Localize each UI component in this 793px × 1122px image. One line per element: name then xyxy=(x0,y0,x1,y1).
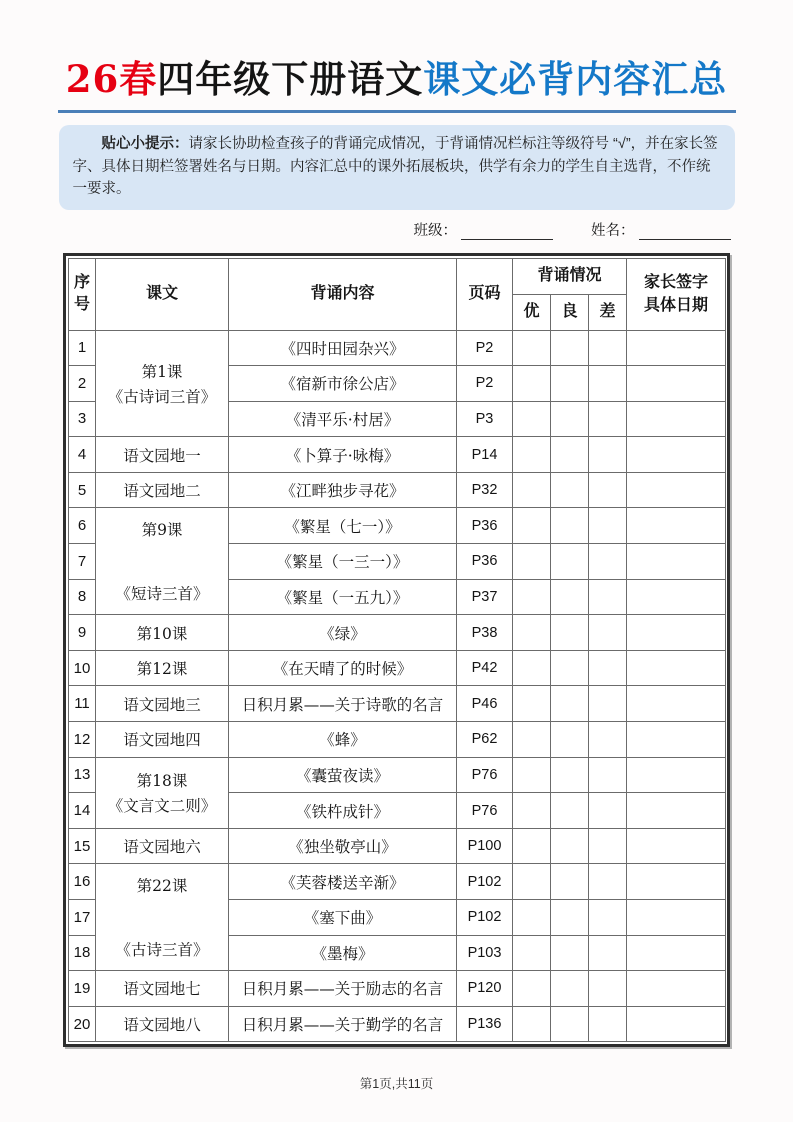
content-cell: 《江畔独步寻花》 xyxy=(229,472,457,508)
lesson-cell: 语文园地八 xyxy=(96,1006,229,1042)
row-number: 18 xyxy=(69,935,96,971)
content-cell: 《独坐敬亭山》 xyxy=(229,828,457,864)
title-underline-rule xyxy=(58,110,736,113)
status-excellent-cell xyxy=(513,971,551,1007)
table-row xyxy=(69,330,726,366)
status-good-cell xyxy=(551,615,589,651)
page-cell: P103 xyxy=(457,935,513,971)
status-excellent-cell xyxy=(513,366,551,402)
row-number: 13 xyxy=(69,757,96,793)
content-cell: 日积月累——关于诗歌的名言 xyxy=(229,686,457,722)
page-cell: P62 xyxy=(457,722,513,758)
row-number: 5 xyxy=(69,472,96,508)
signature-date-cell xyxy=(627,1006,726,1042)
status-poor-cell xyxy=(589,971,627,1007)
content-cell: 《塞下曲》 xyxy=(229,900,457,936)
page-title xyxy=(0,56,793,102)
status-poor-cell xyxy=(589,1006,627,1042)
header-lesson: 课文 xyxy=(96,258,229,330)
content-cell: 《绿》 xyxy=(229,615,457,651)
signature-date-cell xyxy=(627,900,726,936)
status-good-cell xyxy=(551,757,589,793)
lesson-line2: 《文言文二则》 xyxy=(107,797,217,816)
row-number: 19 xyxy=(69,971,96,1007)
table-row xyxy=(69,757,726,793)
page-cell: P37 xyxy=(457,579,513,615)
header-page: 页码 xyxy=(457,258,513,330)
page-footer: 第1页,共11页 xyxy=(359,1077,434,1091)
content-cell: 《繁星（一五九）》 xyxy=(229,579,457,615)
status-good-cell xyxy=(551,935,589,971)
recitation-table xyxy=(63,253,730,1048)
signature-date-cell xyxy=(627,935,726,971)
status-poor-cell xyxy=(589,757,627,793)
status-good-cell xyxy=(551,971,589,1007)
status-excellent-cell xyxy=(513,1006,551,1042)
signature-date-cell xyxy=(627,793,726,829)
lesson-cell: 语文园地六 xyxy=(96,828,229,864)
header-content: 背诵内容 xyxy=(229,258,457,330)
signature-date-cell xyxy=(627,366,726,402)
table-row xyxy=(69,722,726,758)
status-excellent-cell xyxy=(513,757,551,793)
status-excellent-cell xyxy=(513,437,551,473)
content-cell: 《繁星（一三一）》 xyxy=(229,544,457,580)
header-status-excellent: 优 xyxy=(513,294,551,330)
row-number: 9 xyxy=(69,615,96,651)
row-number: 6 xyxy=(69,508,96,544)
lesson-line1: 第9课 xyxy=(141,521,183,540)
class-field-label: 班级： xyxy=(413,222,457,239)
header-row-1 xyxy=(69,258,726,294)
row-number: 20 xyxy=(69,1006,96,1042)
header-signature-lines xyxy=(629,271,723,317)
table-row xyxy=(69,508,726,544)
signature-date-cell xyxy=(627,437,726,473)
status-good-cell xyxy=(551,828,589,864)
header-status: 背诵情况 xyxy=(513,258,627,294)
content-cell: 《卜算子·咏梅》 xyxy=(229,437,457,473)
notice-label: 贴心小提示： xyxy=(101,136,189,152)
status-excellent-cell xyxy=(513,722,551,758)
lesson-line2: 《短诗三首》 xyxy=(115,585,209,604)
signature-date-cell xyxy=(627,579,726,615)
row-number: 14 xyxy=(69,793,96,829)
signature-date-cell xyxy=(627,401,726,437)
signature-date-cell xyxy=(627,330,726,366)
status-good-cell xyxy=(551,1006,589,1042)
content-cell: 《囊萤夜读》 xyxy=(229,757,457,793)
content-cell: 《宿新市徐公店》 xyxy=(229,366,457,402)
row-number: 12 xyxy=(69,722,96,758)
status-poor-cell xyxy=(589,615,627,651)
class-field xyxy=(414,219,554,240)
status-good-cell xyxy=(551,864,589,900)
notice-body: 请家长协助检查孩子的背诵完成情况，于背诵情况栏标注等级符号 “√”，并在家长签字、具体日期栏签署姓名与日期。内容汇总中的课外拓展板块，供学有余力的学生自主选背，不作统一要求。 xyxy=(72,136,718,197)
status-good-cell xyxy=(551,686,589,722)
status-excellent-cell xyxy=(513,686,551,722)
status-good-cell xyxy=(551,401,589,437)
status-excellent-cell xyxy=(513,828,551,864)
row-number: 16 xyxy=(69,864,96,900)
signature-date-cell xyxy=(627,686,726,722)
header-signature-line2: 具体日期 xyxy=(644,297,709,314)
page-cell: P120 xyxy=(457,971,513,1007)
page-cell: P38 xyxy=(457,615,513,651)
table-row xyxy=(69,971,726,1007)
page-cell: P76 xyxy=(457,793,513,829)
signature-date-cell xyxy=(627,472,726,508)
lesson-line1: 第22课 xyxy=(136,877,188,896)
page-cell: P14 xyxy=(457,437,513,473)
signature-date-cell xyxy=(627,544,726,580)
lesson-cell: 第10课 xyxy=(96,615,229,651)
signature-date-cell xyxy=(627,650,726,686)
table-row xyxy=(69,437,726,473)
status-good-cell xyxy=(551,722,589,758)
status-good-cell xyxy=(551,330,589,366)
page-cell: P136 xyxy=(457,1006,513,1042)
status-poor-cell xyxy=(589,686,627,722)
content-cell: 《清平乐·村居》 xyxy=(229,401,457,437)
lesson-cell xyxy=(96,864,229,971)
page-cell: P36 xyxy=(457,544,513,580)
name-field xyxy=(591,219,731,240)
status-poor-cell xyxy=(589,579,627,615)
status-good-cell xyxy=(551,579,589,615)
status-good-cell xyxy=(551,650,589,686)
header-signature-line1: 家长签字 xyxy=(644,274,709,291)
status-excellent-cell xyxy=(513,615,551,651)
status-good-cell xyxy=(551,900,589,936)
status-poor-cell xyxy=(589,650,627,686)
table-row xyxy=(69,1006,726,1042)
status-good-cell xyxy=(551,544,589,580)
status-poor-cell xyxy=(589,793,627,829)
row-number: 2 xyxy=(69,366,96,402)
header-index: 序号 xyxy=(69,258,96,330)
lesson-cell: 语文园地四 xyxy=(96,722,229,758)
status-excellent-cell xyxy=(513,330,551,366)
status-poor-cell xyxy=(589,864,627,900)
status-good-cell xyxy=(551,437,589,473)
row-number: 8 xyxy=(69,579,96,615)
signature-date-cell xyxy=(627,615,726,651)
name-field-label: 姓名： xyxy=(591,222,635,239)
notice-box xyxy=(59,125,735,210)
status-poor-cell xyxy=(589,900,627,936)
status-poor-cell xyxy=(589,401,627,437)
signature-date-cell xyxy=(627,828,726,864)
row-number: 4 xyxy=(69,437,96,473)
table-row xyxy=(69,650,726,686)
status-poor-cell xyxy=(589,330,627,366)
content-cell: 日积月累——关于勤学的名言 xyxy=(229,1006,457,1042)
signature-date-cell xyxy=(627,971,726,1007)
signature-date-cell xyxy=(627,757,726,793)
status-good-cell xyxy=(551,366,589,402)
content-cell: 《蜂》 xyxy=(229,722,457,758)
header-signature xyxy=(627,258,726,330)
status-poor-cell xyxy=(589,828,627,864)
page-cell: P102 xyxy=(457,900,513,936)
notice-text xyxy=(73,133,721,201)
class-name-row xyxy=(63,219,731,240)
lesson-cell: 语文园地三 xyxy=(96,686,229,722)
status-excellent-cell xyxy=(513,508,551,544)
signature-date-cell xyxy=(627,508,726,544)
status-poor-cell xyxy=(589,472,627,508)
lesson-cell: 语文园地七 xyxy=(96,971,229,1007)
page-cell: P102 xyxy=(457,864,513,900)
signature-date-cell xyxy=(627,722,726,758)
row-number: 10 xyxy=(69,650,96,686)
page-cell: P100 xyxy=(457,828,513,864)
title-part-semester: 26春 xyxy=(65,57,158,101)
lesson-cell xyxy=(96,757,229,828)
status-excellent-cell xyxy=(513,579,551,615)
lesson-cell: 语文园地二 xyxy=(96,472,229,508)
row-number: 15 xyxy=(69,828,96,864)
content-cell: 《四时田园杂兴》 xyxy=(229,330,457,366)
content-cell: 《在天晴了的时候》 xyxy=(229,650,457,686)
header-status-good: 良 xyxy=(551,294,589,330)
status-excellent-cell xyxy=(513,401,551,437)
content-cell: 《芙蓉楼送辛渐》 xyxy=(229,864,457,900)
page-cell: P76 xyxy=(457,757,513,793)
status-poor-cell xyxy=(589,508,627,544)
status-poor-cell xyxy=(589,722,627,758)
page-cell: P42 xyxy=(457,650,513,686)
status-poor-cell xyxy=(589,544,627,580)
row-number: 7 xyxy=(69,544,96,580)
status-excellent-cell xyxy=(513,900,551,936)
status-excellent-cell xyxy=(513,544,551,580)
page-cell: P32 xyxy=(457,472,513,508)
status-good-cell xyxy=(551,793,589,829)
title-part-subject: 课文必背内容汇总 xyxy=(423,57,728,101)
row-number: 3 xyxy=(69,401,96,437)
status-poor-cell xyxy=(589,437,627,473)
class-blank-line xyxy=(461,224,553,240)
row-number: 17 xyxy=(69,900,96,936)
lesson-cell: 语文园地一 xyxy=(96,437,229,473)
status-good-cell xyxy=(551,508,589,544)
page-cell: P36 xyxy=(457,508,513,544)
page-cell: P46 xyxy=(457,686,513,722)
row-number: 11 xyxy=(69,686,96,722)
lesson-cell xyxy=(96,330,229,437)
page-cell: P2 xyxy=(457,330,513,366)
lesson-line2: 《古诗词三首》 xyxy=(107,387,217,406)
lesson-line2: 《古诗三首》 xyxy=(115,941,209,960)
name-blank-line xyxy=(639,224,731,240)
status-poor-cell xyxy=(589,935,627,971)
status-excellent-cell xyxy=(513,793,551,829)
table-row xyxy=(69,615,726,651)
lesson-line1: 第18课 xyxy=(136,772,188,791)
row-number: 1 xyxy=(69,330,96,366)
status-excellent-cell xyxy=(513,472,551,508)
status-excellent-cell xyxy=(513,650,551,686)
table-row xyxy=(69,828,726,864)
content-cell: 《墨梅》 xyxy=(229,935,457,971)
status-good-cell xyxy=(551,472,589,508)
content-cell: 《繁星（七一）》 xyxy=(229,508,457,544)
content-cell: 日积月累——关于励志的名言 xyxy=(229,971,457,1007)
page-cell: P3 xyxy=(457,401,513,437)
page-cell: P2 xyxy=(457,366,513,402)
title-part-grade: 四年级下册语文 xyxy=(157,57,424,101)
table-row xyxy=(69,686,726,722)
lesson-line1: 第1课 xyxy=(141,362,183,381)
header-status-poor: 差 xyxy=(589,294,627,330)
lesson-cell xyxy=(96,508,229,615)
status-excellent-cell xyxy=(513,864,551,900)
table-row xyxy=(69,472,726,508)
lesson-cell: 第12课 xyxy=(96,650,229,686)
signature-date-cell xyxy=(627,864,726,900)
table-row xyxy=(69,864,726,900)
status-poor-cell xyxy=(589,366,627,402)
status-excellent-cell xyxy=(513,935,551,971)
content-cell: 《铁杵成针》 xyxy=(229,793,457,829)
